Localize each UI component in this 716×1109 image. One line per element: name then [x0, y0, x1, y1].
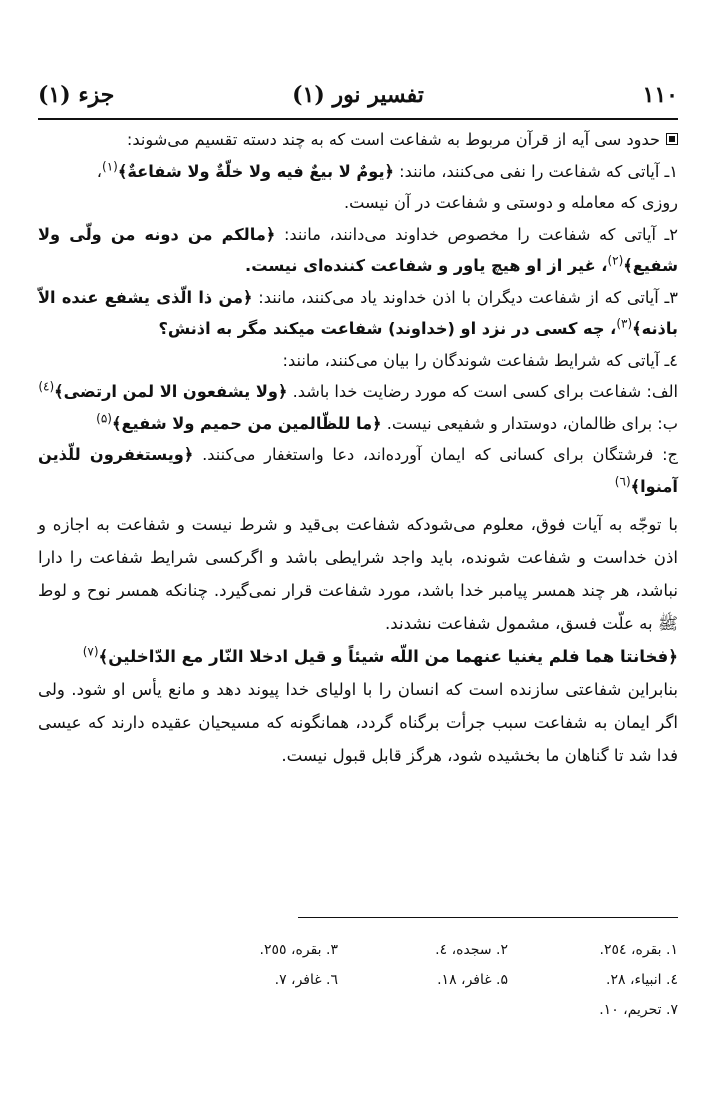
footnote-ref: (۷) [82, 644, 99, 659]
footnote-row [38, 935, 678, 965]
footnote: ۳. بقره، ۲٥٥. [259, 942, 338, 958]
footnote-ref: (۳) [616, 316, 633, 331]
sub-item-be: ب: برای ظالمان، دوستدار و شفیعی نیست. ﴿ما للظّالمین من حمیم ولا شفیع﴾$^{(۵)}$ [96, 411, 678, 433]
page-body [38, 124, 678, 772]
page-number: ۱۱۰ [642, 82, 678, 108]
header-rule [38, 118, 678, 120]
footnote-ref: (۲) [607, 253, 624, 268]
quran-verse: ﴿فخانتا هما فلم یغنیا عنهما من اللّه شیئاً و قیل ادخلا النّار مع الدّاخلین﴾ [98, 647, 678, 666]
running-title: تفسیر نور (۱) [292, 82, 424, 108]
footnote: ۲. سجده، ٤. [435, 942, 508, 958]
volume-label: جزء (۱) [38, 82, 115, 108]
page-header [38, 78, 678, 118]
footnote-row [38, 995, 678, 1025]
list-item-2: ۲ـ آیاتی که شفاعت را مخصوص خداوند می‌دانند، مانند: ﴿مالکم من دونه من ولّی ولا شفیع﴾$^{(۲)}$، غیر از او هیچ یاور و شفاعت کننده‌ای نیست. [38, 224, 678, 275]
footnote: ۱. بقره، ۲٥٤. [599, 942, 678, 958]
footnotes [38, 935, 678, 1025]
sub-item-alef: الف: شفاعت برای کسی است که مورد رضایت خدا باشد. ﴿ولا یشفعون الا لمن ارتضی﴾$^{(٤)}$ [38, 379, 678, 401]
footnote-rule [298, 917, 678, 918]
footnote-ref: (٤) [38, 379, 55, 394]
footnote-ref: (۱) [102, 159, 118, 174]
quran-verse: ﴿مالکم من دونه من ولّی ولا شفیع﴾ [38, 224, 678, 275]
quran-verse: ﴿ولا یشفعون الا لمن ارتضی﴾ [54, 382, 288, 401]
verse-line [38, 640, 678, 673]
list-item-4: ٤ـ آیاتی که شرایط شفاعت شوندگان را بیان می‌کنند، مانند: [282, 350, 678, 370]
quran-verse: ﴿یومٌ لا بیعٌ فیه ولا خلّةٌ ولا شفاعةٌ﴾ [117, 161, 395, 181]
intro-paragraph: حدود سی آیه از قرآن مربوط به شفاعت است که به چند دسته تقسیم می‌شوند: [38, 124, 678, 156]
conclusion-paragraph: بنابراین شفاعتی سازنده است که انسان را با اولیای خدا پیوند دهد و مانع یأس او شود. ولی اگر ایمان به شفاعت سبب جرأت برگناه گردد، همانگونه که مسیحیان عقیده دارند که عیسی فدا شد تا گناهان ما بخشیده شود، هرگز قابل قبول نیست. [38, 680, 678, 765]
footnote-row [38, 965, 678, 995]
discussion-paragraph: با توجّه به آیات فوق، معلوم می‌شودکه شفاعت بی‌قید و شرط نیست و شفاعت به اجازه و اذن خداست و شفاعت شونده، باید واجد شرایطی باشد و اگرکسی شرایط شفاعت را دارا نباشد، هر چند همسر پیامبر خدا باشد، مورد شفاعت قرار نمی‌گیرد. چنانکه همسر نوح و لوط ﷺ به علّت فسق، مشمول شفاعت نشدند. [38, 515, 678, 633]
quran-verse: ﴿ویستغفرون للّذین آمنوا﴾ [38, 445, 678, 496]
discussion-section [38, 508, 678, 772]
footnote: ٤. انبیاء، ۲۸. [606, 972, 678, 988]
footnote-ref: (۵) [96, 411, 112, 426]
footnote-ref: (٦) [614, 474, 631, 489]
sub-item-jim: ج: فرشتگان برای کسانی که ایمان آورده‌اند، دعا واستغفار می‌کنند. ﴿ویستغفرون للّذین آمنوا﴾$^{(٦)}$ [38, 445, 678, 496]
square-bullet-icon [666, 133, 678, 145]
footnote: ٦. غافر، ۷. [274, 972, 338, 988]
list-item-3: ۳ـ آیاتی که از شفاعت دیگران با اذن خداوند یاد می‌کنند، مانند: ﴿من ذا الّذی یشفع عنده الاّ باذنه﴾$^{(۳)}$، چه کسی در نزد او (خداوند) شفاعت میکند مگر به اذنش؟ [38, 287, 678, 338]
footnote: ۷. تحریم، ۱۰. [599, 1002, 678, 1018]
list-item-1: ۱ـ آیاتی که شفاعت را نفی می‌کنند، مانند: ﴿یومٌ لا بیعٌ فیه ولا خلّةٌ ولا شفاعةٌ﴾$^{(۱)}$، روزی که معامله و دوستی و شفاعت در آن نیست. [96, 159, 678, 212]
quran-verse: ﴿من ذا الّذی یشفع عنده الاّ باذنه﴾ [38, 287, 678, 338]
quran-verse: ﴿ما للظّالمین من حمیم ولا شفیع﴾ [111, 413, 382, 433]
footnote: ۵. غافر، ۱۸. [437, 972, 508, 988]
